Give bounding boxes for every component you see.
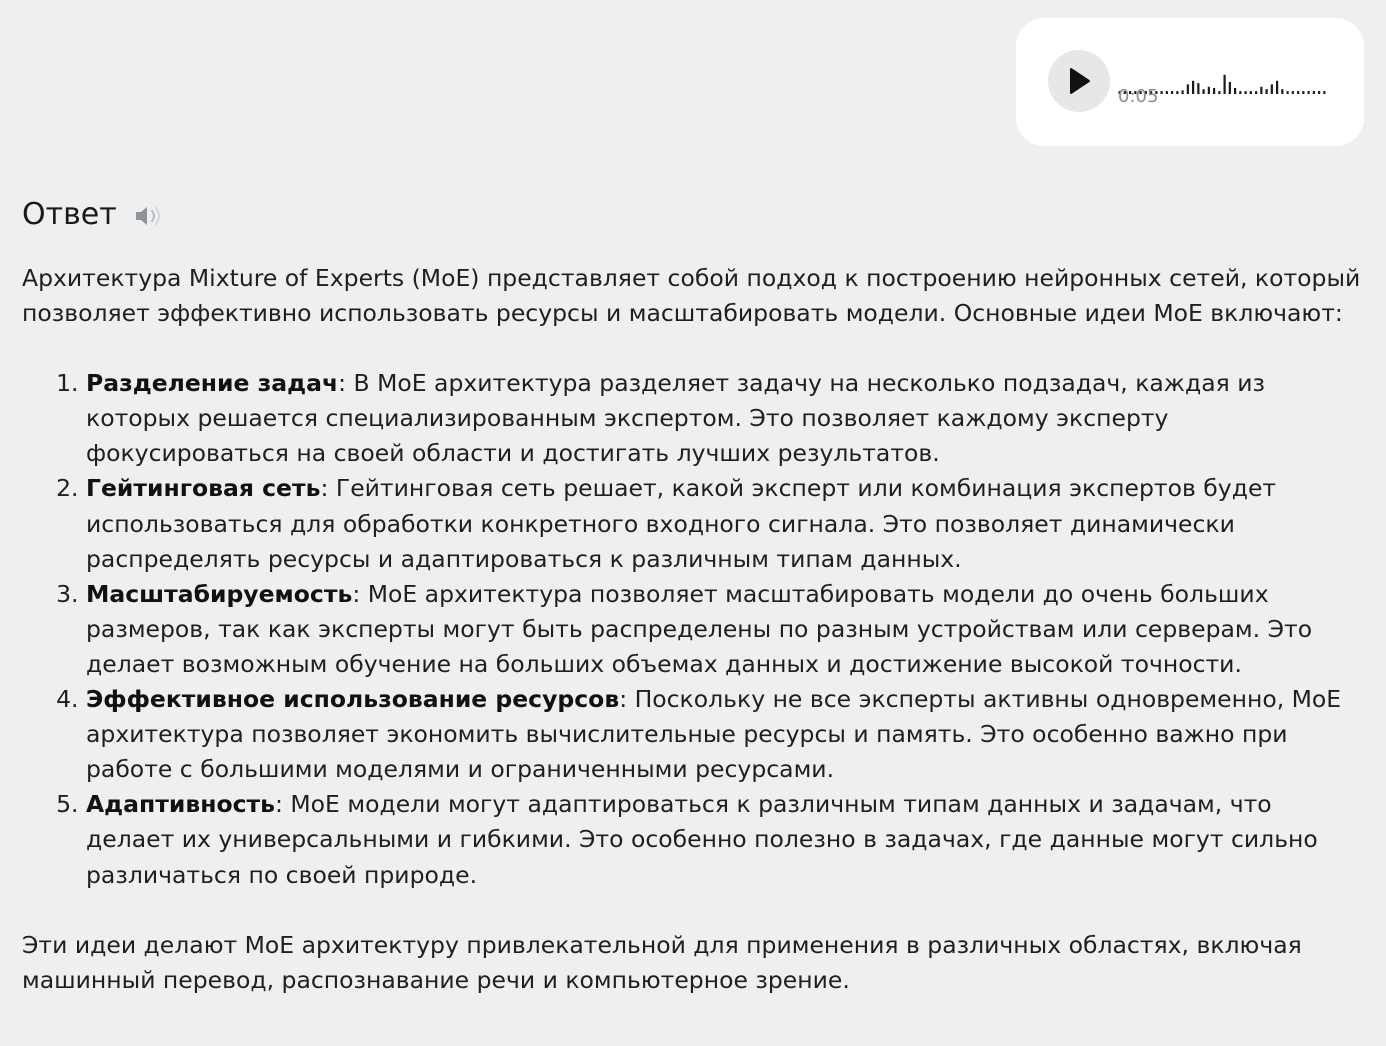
- speaker-icon[interactable]: [133, 202, 167, 230]
- waveform-bar: [1297, 91, 1299, 94]
- list-item: [86, 366, 1362, 471]
- waveform-bar: [1182, 90, 1184, 94]
- point-term: Масштабируемость: [86, 579, 353, 608]
- point-term: Адаптивность: [86, 790, 276, 819]
- point-text: : В MoE архитектура разделяет задачу на несколько подзадач, каждая из которых решается специализированным экспертом. Это позволяет каждому эксперту фокусироваться на своей области и достигать лучших результатов.: [86, 369, 1265, 468]
- waveform-bar: [1213, 88, 1215, 94]
- waveform-bar: [1187, 84, 1189, 94]
- waveform-bar: [1313, 91, 1315, 94]
- waveform-bar: [1161, 91, 1163, 94]
- waveform-bar: [1239, 91, 1241, 94]
- waveform-bar: [1250, 91, 1252, 94]
- point-text: : Поскольку не все эксперты активны одновременно, MoE архитектура позволяет экономить вычислительные ресурсы и память. Это особенно важно при работе с большими моделями и ограниченными ресурсами.: [86, 685, 1342, 784]
- waveform-bar: [1255, 91, 1257, 94]
- waveform-bar: [1192, 81, 1194, 94]
- point-term: Гейтинговая сеть: [86, 474, 321, 503]
- waveform-bar: [1234, 88, 1236, 94]
- waveform-bar: [1281, 89, 1283, 94]
- waveform-bar: [1318, 91, 1320, 94]
- waveform-bar: [1245, 91, 1247, 94]
- waveform-bar: [1271, 84, 1273, 94]
- answer-title: Ответ: [22, 197, 117, 232]
- play-icon: [1066, 67, 1092, 95]
- waveform-bar: [1229, 82, 1231, 94]
- waveform-bar: [1266, 89, 1268, 94]
- waveform-bar: [1203, 89, 1205, 94]
- waveform-bar: [1302, 91, 1304, 94]
- answer-conclusion: Эти идеи делают MoE архитектуру привлекательной для применения в различных областях, включая машинный перевод, распознавание речи и компьютерное зрение.: [22, 930, 1302, 994]
- audio-duration: 0:05: [1118, 86, 1159, 107]
- waveform-bar: [1166, 91, 1168, 94]
- answer-content: [22, 261, 1362, 998]
- point-term: Разделение задач: [86, 369, 339, 398]
- key-ideas-list: [22, 366, 1362, 892]
- waveform-bar: [1176, 91, 1178, 94]
- waveform-bar: [1292, 91, 1294, 94]
- waveform-bar: [1308, 91, 1310, 94]
- answer-intro: Архитектура Mixture of Experts (MoE) представляет собой подход к построению нейронных сетей, который позволяет эффективно использовать ресурсы и масштабировать модели. Основные идеи MoE включают:: [22, 264, 1361, 328]
- list-item: [86, 682, 1362, 787]
- point-term: Эффективное использование ресурсов: [86, 685, 620, 714]
- point-text: : MoE архитектура позволяет масштабировать модели до очень больших размеров, так как эксперты могут быть распределены по разным устройствам или серверам. Это делает возможным обучение на больших объемах данных и достижение высокой точности.: [86, 579, 1313, 678]
- waveform-bar: [1171, 91, 1173, 94]
- point-text: : Гейтинговая сеть решает, какой эксперт или комбинация экспертов будет использоваться для обработки конкретного входного сигнала. Это позволяет динамически распределять ресурсы и адаптироваться к различным типам данных.: [86, 474, 1277, 573]
- waveform-bar: [1197, 83, 1199, 94]
- point-text: : MoE модели могут адаптироваться к различным типам данных и задачам, что делает их универсальными и гибкими. Это особенно полезно в задачах, где данные могут сильно различаться по своей природе.: [86, 790, 1318, 889]
- list-item: [86, 787, 1362, 892]
- waveform-bar: [1218, 91, 1220, 94]
- answer-heading: [22, 193, 167, 237]
- voice-message-card: [1016, 18, 1364, 146]
- waveform-bar: [1224, 75, 1226, 94]
- waveform-bar: [1208, 87, 1210, 94]
- waveform-bar: [1260, 87, 1262, 94]
- play-button[interactable]: [1048, 50, 1110, 112]
- list-item: [86, 577, 1362, 682]
- waveform-bar: [1287, 91, 1289, 94]
- list-item: [86, 471, 1362, 576]
- waveform-bar: [1276, 81, 1278, 94]
- waveform-bar: [1323, 91, 1325, 94]
